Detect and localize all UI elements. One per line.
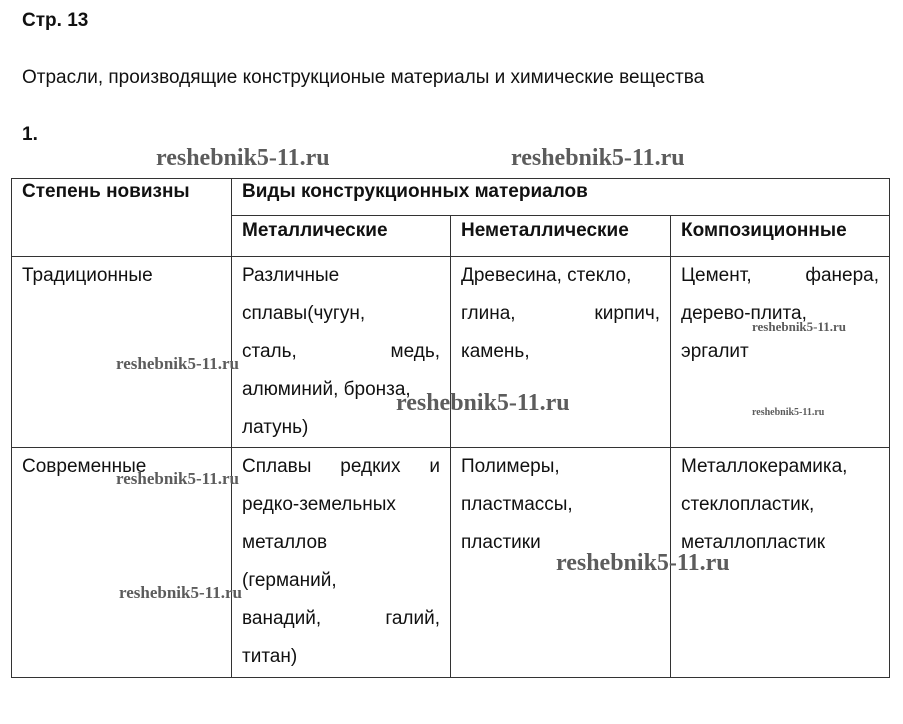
cell-line: глина, кирпич, [461, 303, 660, 324]
watermark: reshebnik5-11.ru [556, 550, 730, 576]
header-nonmetal: Неметаллические [451, 216, 671, 257]
watermark: reshebnik5-11.ru [511, 145, 685, 171]
watermark: reshebnik5-11.ru [156, 145, 330, 171]
watermark: reshebnik5-11.ru [116, 469, 239, 488]
table-row [12, 257, 890, 448]
cell-line: пластики [461, 532, 541, 553]
cell-line: дерево-плита, [681, 303, 807, 324]
cell-modern-nonmetal [451, 448, 671, 678]
header-composite: Композиционные [671, 216, 890, 257]
cell-traditional-metal [232, 257, 451, 448]
header-material-types: Виды конструкционных материалов [232, 179, 890, 216]
cell-line: Древесина, стекло, [461, 265, 632, 286]
watermark: reshebnik5-11.ru [119, 583, 242, 602]
cell-line: Сплавы редких и [242, 456, 440, 477]
table-row [12, 448, 890, 678]
cell-line: титан) [242, 646, 298, 667]
cell-line: ванадий, галий, [242, 608, 440, 629]
header-novelty: Степень новизны [12, 179, 232, 257]
header-metal: Металлические [232, 216, 451, 257]
task-number: 1. [22, 124, 38, 145]
cell-modern-composite [671, 448, 890, 678]
cell-line: Различные [242, 265, 340, 286]
cell-line: камень, [461, 341, 530, 362]
cell-modern-metal [232, 448, 451, 678]
cell-line: пластмассы, [461, 494, 573, 515]
row-label-traditional: Традиционные [12, 257, 232, 448]
cell-line: (германий, [242, 570, 337, 591]
topic-title: Отрасли, производящие конструкционые материалы и химические вещества [22, 67, 705, 88]
cell-line: Металлокерамика, [681, 456, 848, 477]
cell-line: сталь, медь, [242, 341, 440, 362]
watermark: reshebnik5-11.ru [752, 407, 825, 418]
cell-line: стеклопластик, [681, 494, 815, 515]
cell-line: редко-земельных [242, 494, 396, 515]
watermark: reshebnik5-11.ru [396, 390, 570, 416]
cell-traditional-nonmetal [451, 257, 671, 448]
cell-line: латунь) [242, 417, 309, 438]
cell-line: алюминий, бронза, [242, 379, 411, 400]
cell-line: металлов [242, 532, 328, 553]
cell-line: сплавы(чугун, [242, 303, 366, 324]
watermark: reshebnik5-11.ru [116, 354, 239, 373]
cell-line: Полимеры, [461, 456, 560, 477]
page-number: Стр. 13 [22, 10, 89, 31]
cell-line: Цемент, фанера, [681, 265, 880, 286]
watermark: reshebnik5-11.ru [752, 319, 847, 334]
cell-line: эргалит [681, 341, 749, 362]
row-label-modern: Современные [12, 448, 232, 678]
cell-line: металлопластик [681, 532, 826, 553]
materials-table [11, 178, 890, 678]
cell-traditional-composite [671, 257, 890, 448]
